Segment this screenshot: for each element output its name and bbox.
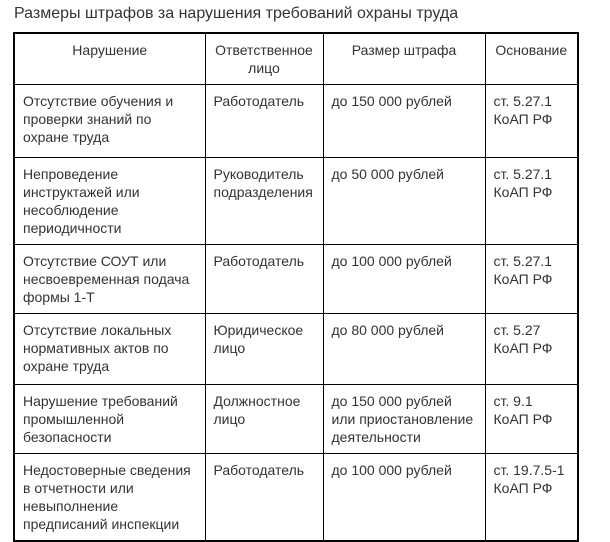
cell-violation: Нарушение требований промышленной безопасности — [14, 385, 205, 454]
cell-basis: ст. 19.7.5-1 КоАП РФ — [485, 454, 578, 542]
cell-basis: ст. 5.27.1 КоАП РФ — [485, 245, 578, 314]
cell-violation: Отсутствие локальных нормативных актов по охране труда — [14, 314, 205, 385]
cell-fine: до 150 000 рублей или приостановление деятельности — [323, 385, 485, 454]
cell-responsible: Должностное лицо — [205, 385, 323, 454]
cell-violation: Недостоверные сведения в отчетности или невыполнение предписаний инспекции — [14, 454, 205, 542]
column-header-responsible: Ответственное лицо — [205, 33, 323, 85]
table-row — [14, 385, 578, 454]
cell-violation: Отсутствие обучения и проверки знаний по охране труда — [14, 85, 205, 158]
table-row — [14, 158, 578, 245]
cell-fine: до 100 000 рублей — [323, 454, 485, 542]
cell-basis: ст. 5.27 КоАП РФ — [485, 314, 578, 385]
column-header-violation: Нарушение — [14, 33, 205, 85]
column-header-basis: Основание — [485, 33, 578, 85]
table-header-row — [14, 33, 578, 85]
cell-violation: Непроведение инструктажей или несоблюдение периодичности — [14, 158, 205, 245]
cell-fine: до 80 000 рублей — [323, 314, 485, 385]
cell-responsible: Работодатель — [205, 245, 323, 314]
cell-responsible: Работодатель — [205, 85, 323, 158]
cell-basis: ст. 9.1 КоАП РФ — [485, 385, 578, 454]
cell-fine: до 50 000 рублей — [323, 158, 485, 245]
cell-responsible: Работодатель — [205, 454, 323, 542]
column-header-fine: Размер штрафа — [323, 33, 485, 85]
table-row — [14, 85, 578, 158]
cell-fine: до 100 000 рублей — [323, 245, 485, 314]
table-row — [14, 454, 578, 542]
cell-responsible: Юридическое лицо — [205, 314, 323, 385]
cell-basis: ст. 5.27.1 КоАП РФ — [485, 85, 578, 158]
cell-violation: Отсутствие СОУТ или несвоевременная подача формы 1-Т — [14, 245, 205, 314]
cell-responsible: Руководитель подразделения — [205, 158, 323, 245]
table-row — [14, 314, 578, 385]
page-title: Размеры штрафов за нарушения требований охраны труда — [14, 5, 459, 22]
table-row — [14, 245, 578, 314]
fines-table — [13, 32, 579, 542]
cell-basis: ст. 5.27.1 КоАП РФ — [485, 158, 578, 245]
cell-fine: до 150 000 рублей — [323, 85, 485, 158]
